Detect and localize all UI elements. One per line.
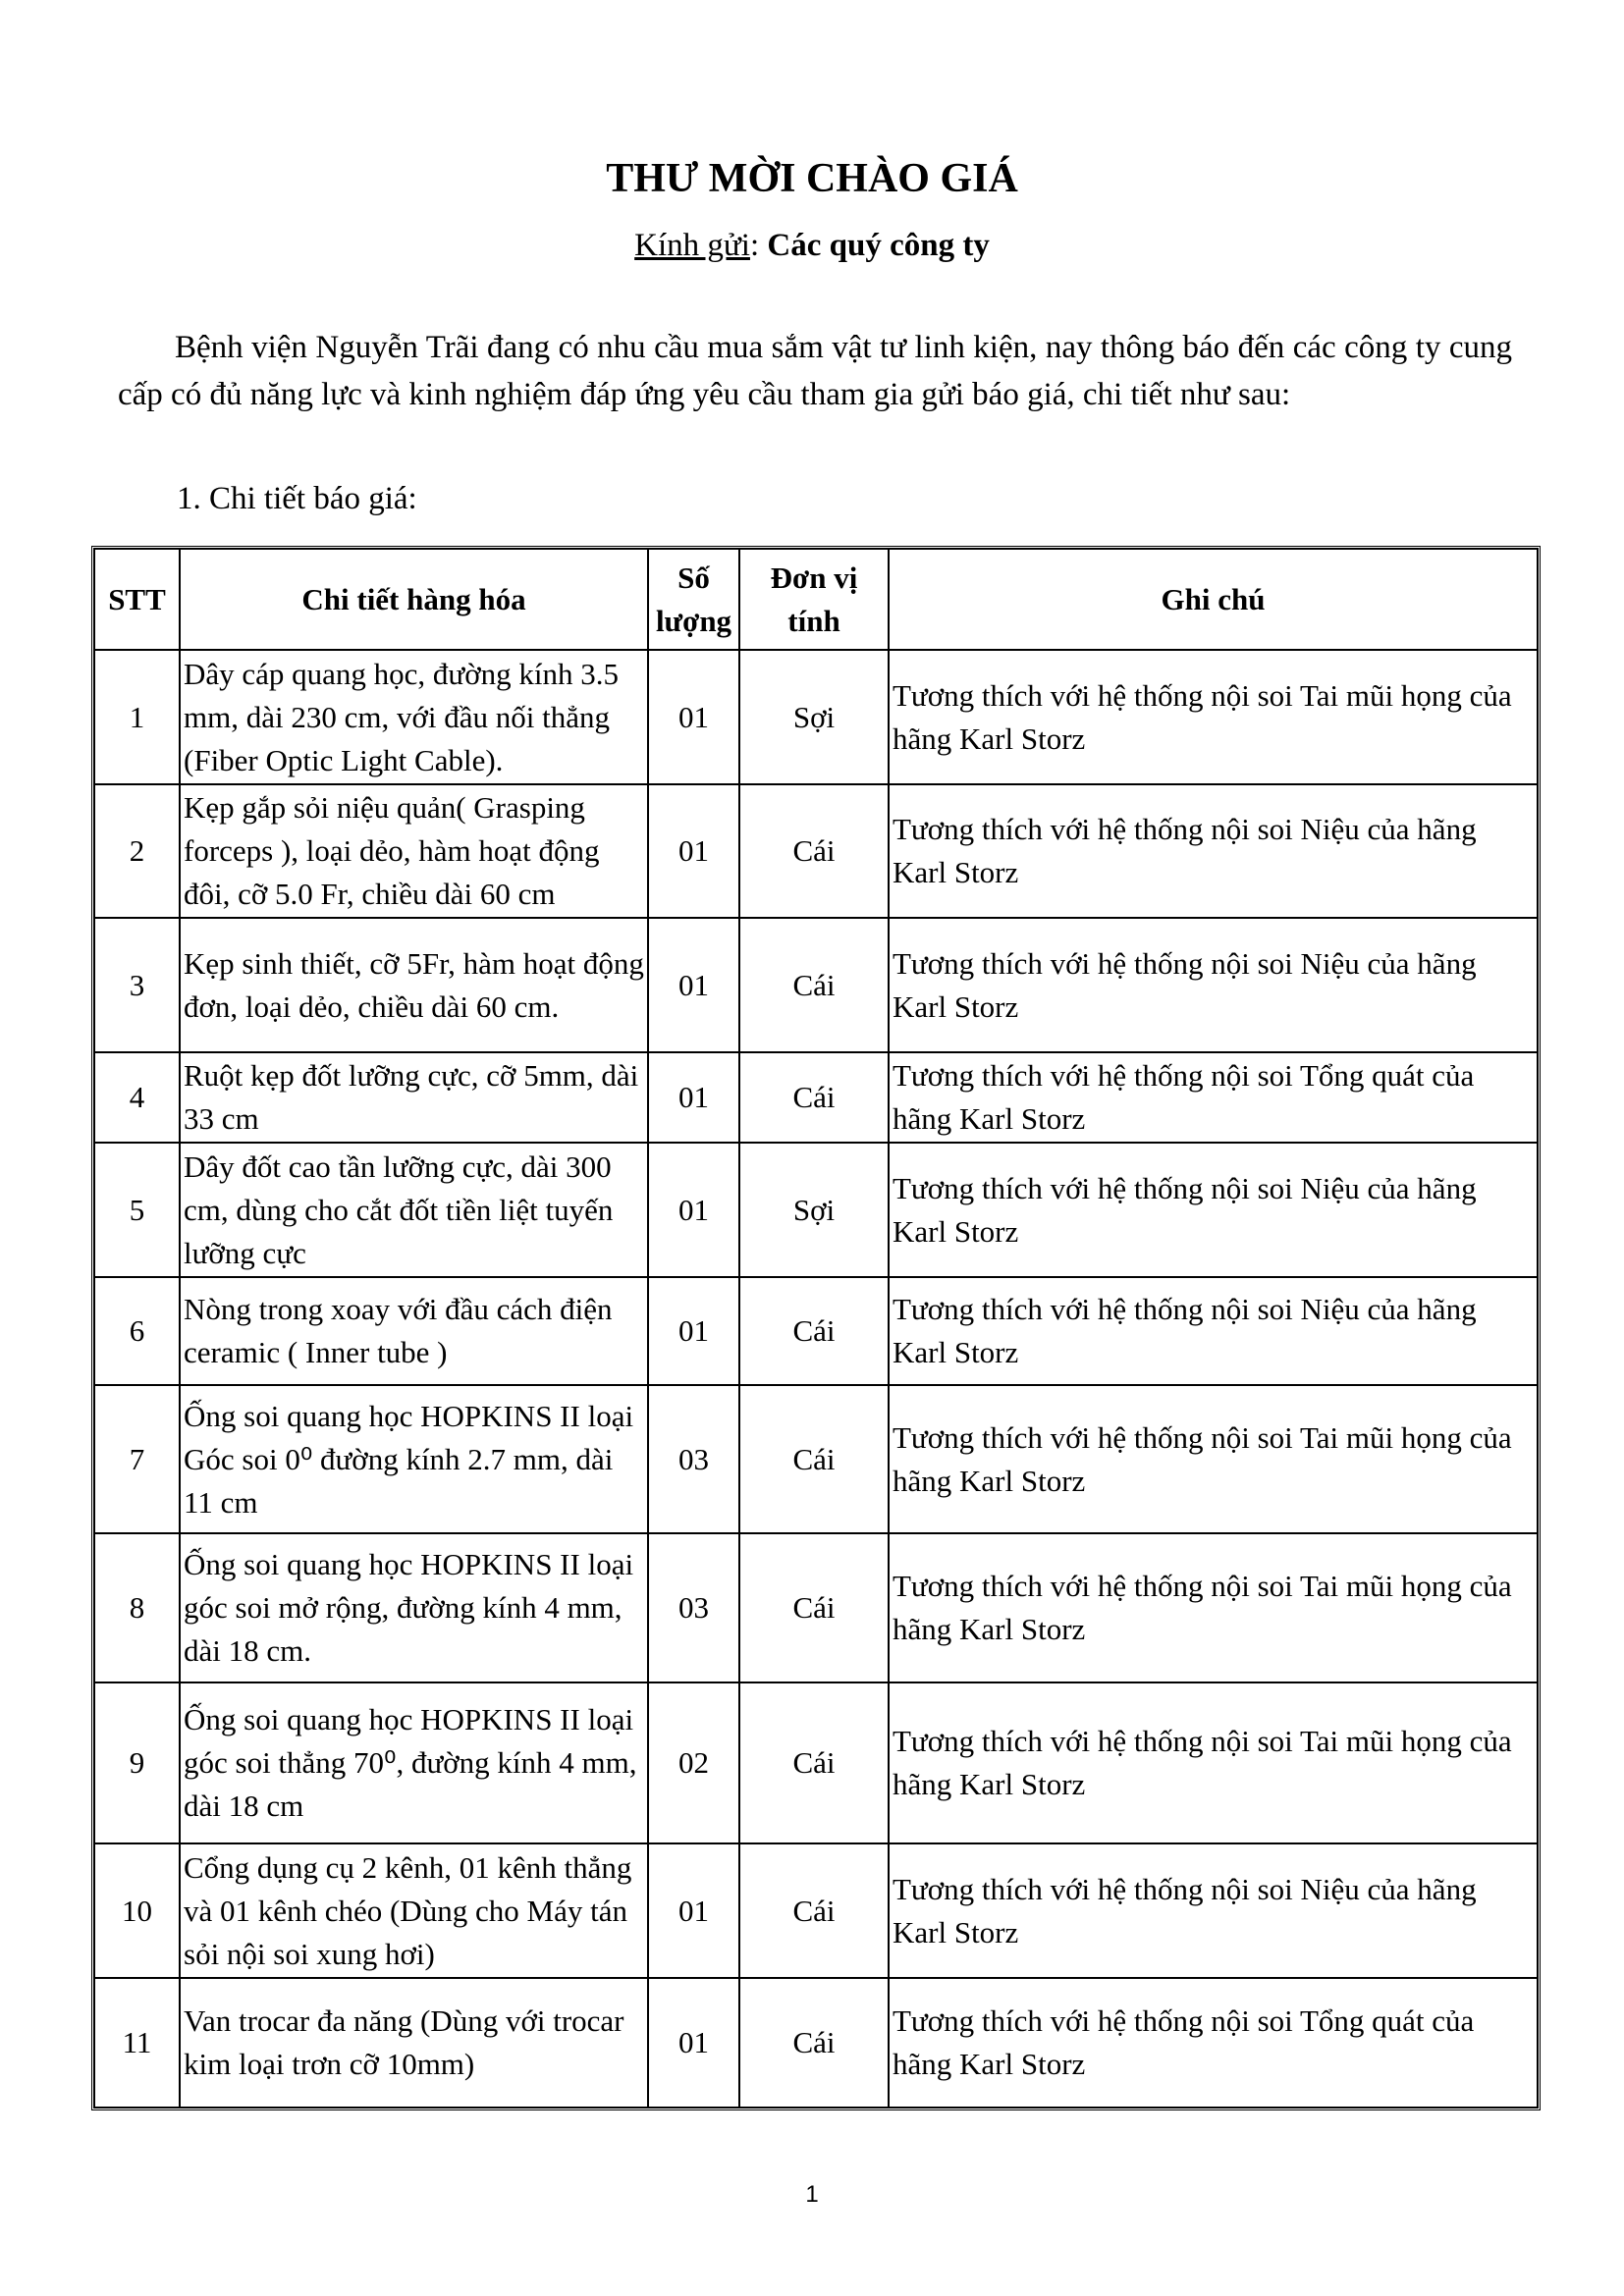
cell-item: Dây đốt cao tần lưỡng cực, dài 300 cm, dùng cho cắt đốt tiền liệt tuyến lưỡng cực [180,1143,648,1277]
table-row [94,1143,1538,1277]
cell-item: Kẹp sinh thiết, cỡ 5Fr, hàm hoạt động đơn, loại dẻo, chiều dài 60 cm. [180,918,648,1052]
cell-unit: Cái [739,1533,889,1682]
table-row [94,918,1538,1052]
cell-qty: 01 [648,650,739,784]
cell-unit: Cái [739,1843,889,1978]
cell-stt: 3 [94,918,180,1052]
cell-note: Tương thích với hệ thống nội soi Niệu của hãng Karl Storz [889,1843,1538,1978]
cell-qty: 01 [648,918,739,1052]
recipient-value: Các quý công ty [767,228,990,263]
section-heading: 1. Chi tiết báo giá: [177,481,417,516]
cell-item: Nòng trong xoay với đầu cách điện ceramic ( Inner tube ) [180,1277,648,1385]
cell-note: Tương thích với hệ thống nội soi Niệu của hãng Karl Storz [889,1143,1538,1277]
page-number: 1 [805,2181,819,2208]
table-row [94,1978,1538,2108]
cell-item: Cổng dụng cụ 2 kênh, 01 kênh thẳng và 01 kênh chéo (Dùng cho Máy tán sỏi nội soi xung hơi) [180,1843,648,1978]
cell-stt: 8 [94,1533,180,1682]
cell-qty: 01 [648,1843,739,1978]
cell-item: Ống soi quang học HOPKINS II loại Góc soi 0⁰ đường kính 2.7 mm, dài 11 cm [180,1385,648,1533]
table-row [94,1533,1538,1682]
cell-note: Tương thích với hệ thống nội soi Tai mũi họng của hãng Karl Storz [889,1533,1538,1682]
cell-item: Ống soi quang học HOPKINS II loại góc soi thẳng 70⁰, đường kính 4 mm, dài 18 cm [180,1682,648,1843]
cell-item: Van trocar đa năng (Dùng với trocar kim loại trơn cỡ 10mm) [180,1978,648,2108]
cell-qty: 03 [648,1385,739,1533]
cell-unit: Cái [739,918,889,1052]
header-item: Chi tiết hàng hóa [180,549,648,650]
cell-note: Tương thích với hệ thống nội soi Tai mũi họng của hãng Karl Storz [889,650,1538,784]
cell-stt: 1 [94,650,180,784]
cell-qty: 02 [648,1682,739,1843]
cell-unit: Sợi [739,1143,889,1277]
recipient-label: Kính gửi [634,228,750,263]
cell-qty: 01 [648,1277,739,1385]
cell-stt: 6 [94,1277,180,1385]
cell-item: Ruột kẹp đốt lưỡng cực, cỡ 5mm, dài 33 cm [180,1052,648,1143]
cell-qty: 01 [648,1143,739,1277]
cell-item: Dây cáp quang học, đường kính 3.5 mm, dài 230 cm, với đầu nối thẳng (Fiber Optic Light Cable). [180,650,648,784]
cell-unit: Sợi [739,650,889,784]
cell-note: Tương thích với hệ thống nội soi Tổng quát của hãng Karl Storz [889,1052,1538,1143]
cell-stt: 7 [94,1385,180,1533]
cell-unit: Cái [739,1277,889,1385]
table-row [94,1052,1538,1143]
table-row [94,1682,1538,1843]
cell-stt: 10 [94,1843,180,1978]
cell-qty: 01 [648,1978,739,2108]
cell-stt: 9 [94,1682,180,1843]
table-row [94,1277,1538,1385]
table-header-row [94,549,1538,650]
header-qty: Số lượng [648,549,739,650]
cell-item: Kẹp gắp sỏi niệu quản( Grasping forceps ), loại dẻo, hàm hoạt động đôi, cỡ 5.0 Fr, chiều dài 60 cm [180,784,648,918]
cell-note: Tương thích với hệ thống nội soi Niệu của hãng Karl Storz [889,918,1538,1052]
cell-qty: 01 [648,1052,739,1143]
cell-stt: 4 [94,1052,180,1143]
cell-note: Tương thích với hệ thống nội soi Tai mũi họng của hãng Karl Storz [889,1682,1538,1843]
cell-unit: Cái [739,1682,889,1843]
header-unit: Đơn vị tính [739,549,889,650]
cell-stt: 2 [94,784,180,918]
cell-unit: Cái [739,1052,889,1143]
recipient-line: Kính gửi: Các quý công ty [634,228,990,263]
table-row [94,1385,1538,1533]
table-row [94,650,1538,784]
cell-unit: Cái [739,1385,889,1533]
cell-note: Tương thích với hệ thống nội soi Niệu của hãng Karl Storz [889,784,1538,918]
cell-stt: 11 [94,1978,180,2108]
table-row [94,784,1538,918]
cell-note: Tương thích với hệ thống nội soi Niệu của hãng Karl Storz [889,1277,1538,1385]
cell-unit: Cái [739,1978,889,2108]
cell-unit: Cái [739,784,889,918]
cell-note: Tương thích với hệ thống nội soi Tai mũi họng của hãng Karl Storz [889,1385,1538,1533]
cell-qty: 01 [648,784,739,918]
quote-table [91,546,1541,2110]
header-stt: STT [94,549,180,650]
header-note: Ghi chú [889,549,1538,650]
cell-item: Ống soi quang học HOPKINS II loại góc soi mở rộng, đường kính 4 mm, dài 18 cm. [180,1533,648,1682]
cell-note: Tương thích với hệ thống nội soi Tổng quát của hãng Karl Storz [889,1978,1538,2108]
cell-qty: 03 [648,1533,739,1682]
document-title: THƯ MỜI CHÀO GIÁ [606,156,1018,201]
intro-paragraph: Bệnh viện Nguyễn Trãi đang có nhu cầu mua sắm vật tư linh kiện, nay thông báo đến các công ty cung cấp có đủ năng lực và kinh nghiệm đáp ứng yêu cầu tham gia gửi báo giá, chi tiết như sau: [118,330,1512,412]
table-row [94,1843,1538,1978]
cell-stt: 5 [94,1143,180,1277]
